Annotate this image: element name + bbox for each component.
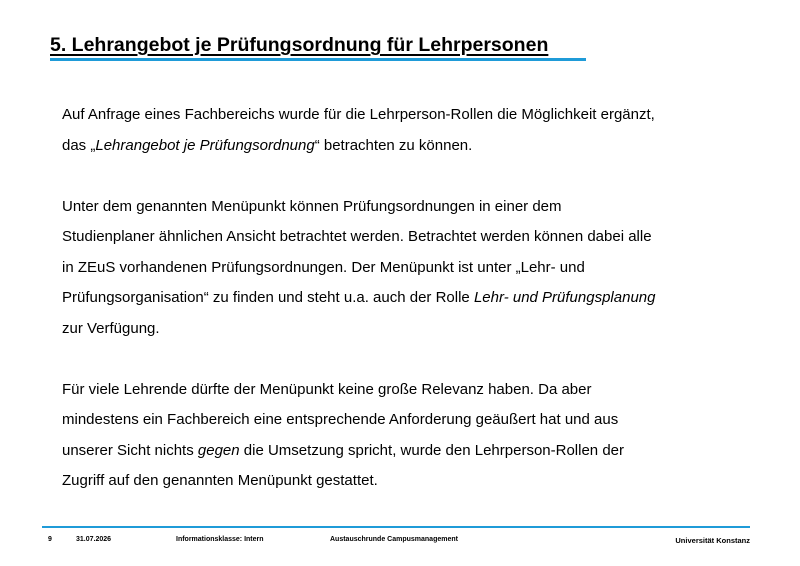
text-segment: die Umsetzung spricht, wurde den Lehrperson-Rollen der: [239, 441, 624, 459]
text-line: [62, 222, 752, 253]
text-line: [62, 375, 752, 406]
text-line: [62, 131, 752, 162]
text-line: [62, 283, 752, 314]
paragraph: [62, 375, 752, 497]
text-segment: unserer Sicht nichts: [62, 441, 198, 459]
text-line: [62, 436, 752, 467]
text-segment: das „: [62, 136, 96, 154]
text-segment: Für viele Lehrende dürfte der Menüpunkt keine große Relevanz haben. Da aber: [62, 380, 592, 398]
text-segment: Auf Anfrage eines Fachbereichs wurde für die Lehrperson-Rollen die Möglichkeit ergänzt,: [62, 106, 655, 123]
text-segment: Studienplaner ähnlichen Ansicht betrachtet werden. Betrachtet werden können dabei alle: [62, 228, 652, 245]
footer-page-number: 9: [48, 536, 52, 543]
footer-date: 31.07.2026: [76, 536, 112, 543]
page-title: 5. Lehrangebot je Prüfungsordnung für Lehrpersonen: [50, 34, 549, 56]
text-segment: Zugriff auf den genannten Menüpunkt gestattet.: [62, 472, 378, 489]
footer-university: Universität Konstanz: [675, 536, 750, 545]
text-line: [62, 192, 752, 223]
footer-divider: [42, 526, 750, 528]
italic-text: Lehr- und Prüfungsplanung: [473, 289, 656, 306]
body-text: [62, 100, 752, 497]
footer-event: Austauschrunde Campusmanagement: [330, 536, 458, 543]
text-line: [62, 100, 752, 131]
text-line: [62, 253, 752, 284]
title-underline: [50, 58, 586, 61]
text-segment: in ZEuS vorhandenen Prüfungsordnungen. Der Menüpunkt ist unter „Lehr- und: [62, 258, 585, 276]
text-line: [62, 314, 752, 345]
footer-classification: Informationsklasse: Intern: [176, 536, 264, 543]
text-segment: mindestens ein Fachbereich eine entsprechende Anforderung geäußert hat und aus: [62, 411, 619, 428]
paragraph: [62, 100, 752, 161]
text-segment: Unter dem genannten Menüpunkt können Prüfungsordnungen in einer dem: [62, 197, 562, 215]
text-line: [62, 405, 752, 436]
text-segment: Prüfungsorganisation“ zu finden und steht u.a. auch der Rolle: [62, 289, 474, 306]
text-line: [62, 466, 752, 497]
paragraph: [62, 192, 752, 345]
italic-text: Lehrangebot je Prüfungsordnung: [95, 136, 315, 154]
italic-text: gegen: [197, 441, 240, 459]
text-segment: “ betrachten zu können.: [314, 136, 473, 154]
text-segment: zur Verfügung.: [62, 319, 160, 337]
